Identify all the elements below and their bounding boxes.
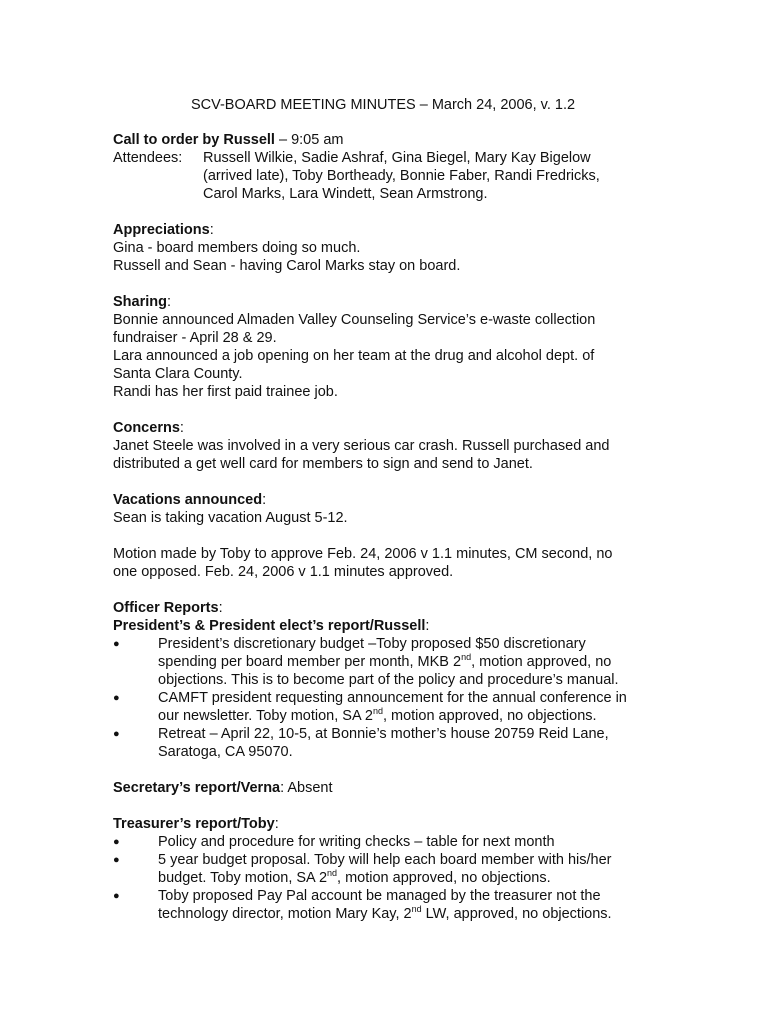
bullet-icon: ●: [113, 638, 120, 650]
list-item: ● Retreat – April 22, 10-5, at Bonnie’s mother’s house 20759 Reid Lane, Saratoga, CA 95070.: [113, 726, 609, 760]
attendees-label: Attendees:: [113, 150, 183, 166]
concerns-line: distributed a get well card for members to sign and send to Janet.: [113, 456, 533, 472]
bullet-icon: ●: [113, 836, 120, 848]
bullet-icon: ●: [113, 890, 120, 902]
attendees-list: [203, 149, 653, 203]
sharing-line: Bonnie announced Almaden Valley Counseling Service’s e-waste collection: [113, 312, 596, 328]
vacations-line: Sean is taking vacation August 5-12.: [113, 510, 348, 526]
secretary-report-line: [113, 779, 653, 797]
treasurer-report-list: [113, 833, 653, 923]
list-item: ● President’s discretionary budget –Toby proposed $50 discretionary spending per board member per month, MKB 2nd, motion approved, no objections. This is to become part of the policy and procedure’s manual.: [113, 636, 619, 688]
treasurer-report-heading: Treasurer’s report/Toby:: [113, 816, 279, 832]
concerns-heading: Concerns:: [113, 420, 184, 436]
sharing-line: fundraiser - April 28 & 29.: [113, 330, 277, 346]
list-item: ● Toby proposed Pay Pal account be managed by the treasurer not the technology director, motion Mary Kay, 2nd LW, approved, no objections.: [113, 888, 612, 922]
list-item: ● Policy and procedure for writing checks – table for next month: [113, 834, 555, 850]
concerns-section: [113, 419, 653, 473]
attendees-line: Carol Marks, Lara Windett, Sean Armstrong.: [203, 186, 488, 202]
officer-reports-section: [113, 599, 653, 761]
treasurer-section: [113, 815, 653, 923]
attendees-line: (arrived late), Toby Bortheady, Bonnie Faber, Randi Fredricks,: [203, 168, 600, 184]
attendees-line: Russell Wilkie, Sadie Ashraf, Gina Biegel, Mary Kay Bigelow: [203, 150, 591, 166]
sharing-line: Lara announced a job opening on her team at the drug and alcohol dept. of: [113, 348, 595, 364]
call-to-order-label: Call to order by Russell: [113, 132, 275, 148]
minutes-document: [113, 96, 653, 941]
list-item: ● 5 year budget proposal. Toby will help each board member with his/her budget. Toby motion, SA 2nd, motion approved, no objections.: [113, 852, 612, 886]
bullet-icon: ●: [113, 728, 120, 740]
motion-section: [113, 545, 653, 581]
appreciations-section: [113, 221, 653, 275]
document-title: SCV-BOARD MEETING MINUTES – March 24, 2006, v. 1.2: [190, 97, 576, 113]
secretary-section: [113, 779, 653, 797]
president-report-list: [113, 635, 653, 761]
sharing-heading: Sharing:: [113, 294, 172, 310]
vacations-section: [113, 491, 653, 527]
call-to-order-section: [113, 131, 653, 203]
sharing-line: Santa Clara County.: [113, 366, 243, 382]
call-to-order-line: [113, 131, 653, 149]
motion-line: one opposed. Feb. 24, 2006 v 1.1 minutes approved.: [113, 564, 454, 580]
list-item: ● CAMFT president requesting announcement for the annual conference in our newsletter. Toby motion, SA 2nd, motion approved, no objections.: [113, 690, 627, 724]
appreciations-line: Gina - board members doing so much.: [113, 240, 361, 256]
motion-line: Motion made by Toby to approve Feb. 24, 2006 v 1.1 minutes, CM second, no: [113, 546, 613, 562]
sharing-section: [113, 293, 653, 401]
bullet-icon: ●: [113, 854, 120, 866]
officer-reports-heading: Officer Reports:: [113, 600, 223, 616]
attendees-block: [113, 149, 653, 203]
concerns-line: Janet Steele was involved in a very serious car crash. Russell purchased and: [113, 438, 610, 454]
secretary-report-value: : Absent: [280, 780, 333, 796]
appreciations-heading: Appreciations:: [113, 222, 214, 238]
appreciations-line: Russell and Sean - having Carol Marks stay on board.: [113, 258, 461, 274]
secretary-report-heading: Secretary’s report/Verna: [113, 780, 281, 796]
call-to-order-time: – 9:05 am: [274, 132, 344, 148]
president-report-heading: President’s & President elect’s report/Russell:: [113, 618, 430, 634]
bullet-icon: ●: [113, 692, 120, 704]
sharing-line: Randi has her first paid trainee job.: [113, 384, 338, 400]
vacations-heading: Vacations announced:: [113, 492, 267, 508]
